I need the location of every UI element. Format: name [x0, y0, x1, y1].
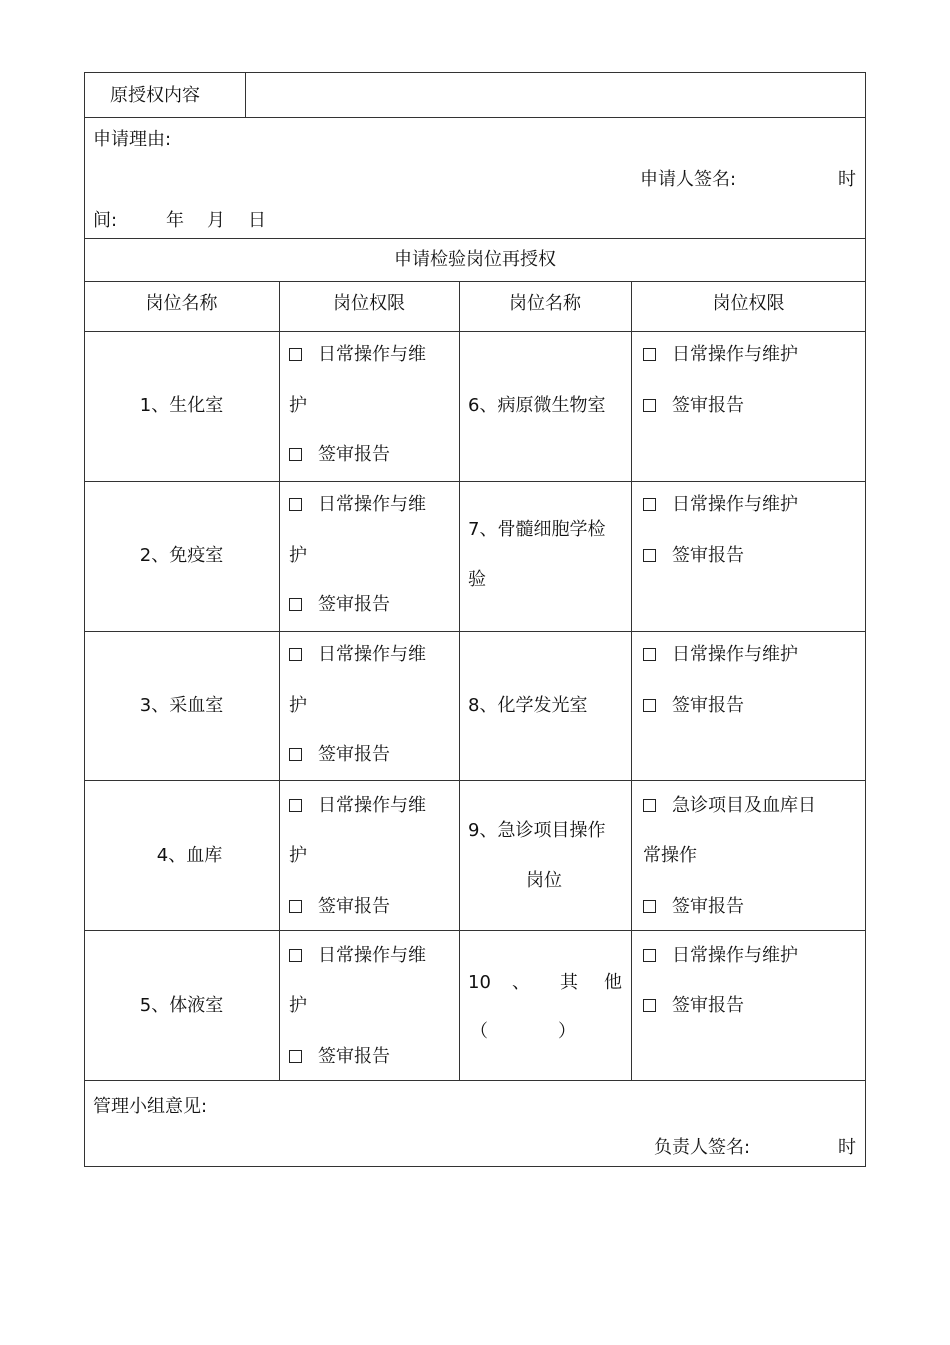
header-post-name: 岗位名称: [509, 293, 581, 314]
checkbox-icon[interactable]: [643, 900, 656, 913]
checkbox-icon[interactable]: [643, 799, 656, 812]
post-name-cont: 岗位: [526, 870, 562, 891]
checkbox-icon[interactable]: [289, 448, 302, 461]
permission-option-cont: 护: [289, 395, 307, 416]
post-name: 3、采血室: [139, 695, 224, 716]
permission-option[interactable]: 日常操作与维护: [643, 945, 798, 967]
permission-option-cont: 护: [289, 695, 307, 716]
checkbox-icon[interactable]: [289, 348, 302, 361]
other-post-bracket-open: （: [470, 1021, 488, 1042]
row-divider: [84, 281, 866, 282]
time-label-part1: 时: [838, 169, 856, 190]
time-label: 时: [838, 1137, 856, 1158]
permission-option[interactable]: 签审报告: [643, 395, 744, 417]
checkbox-icon[interactable]: [289, 748, 302, 761]
checkbox-icon[interactable]: [643, 498, 656, 511]
post-name-part: 、: [512, 972, 530, 993]
checkbox-icon[interactable]: [289, 949, 302, 962]
reason-label: 申请理由:: [93, 129, 172, 150]
col-divider: [631, 281, 632, 1080]
section-title: 申请检验岗位再授权: [394, 249, 556, 270]
checkbox-icon[interactable]: [643, 699, 656, 712]
col-divider: [245, 72, 246, 117]
checkbox-icon[interactable]: [289, 498, 302, 511]
year-label: 年: [166, 210, 184, 231]
checkbox-icon[interactable]: [289, 900, 302, 913]
post-name: 1、生化室: [139, 395, 224, 416]
post-name: 2、免疫室: [139, 545, 224, 566]
permission-option[interactable]: 日常操作与维: [289, 644, 426, 666]
leader-signature-label: 负责人签名:: [654, 1137, 751, 1158]
row-divider: [84, 631, 866, 632]
permission-option[interactable]: 日常操作与维: [289, 344, 426, 366]
post-name: 7、骨髓细胞学检: [468, 519, 606, 540]
post-name-cont: 验: [468, 569, 486, 590]
post-name: 8、化学发光室: [468, 695, 588, 716]
permission-option[interactable]: 急诊项目及血库日: [643, 795, 816, 817]
permission-option[interactable]: 签审报告: [289, 744, 390, 766]
original-authorization-field[interactable]: [247, 74, 863, 116]
header-post-permission: 岗位权限: [333, 293, 405, 314]
permission-option-cont: 护: [289, 545, 307, 566]
permission-option-cont: 常操作: [643, 845, 697, 866]
post-name-part: 其: [560, 972, 578, 993]
col-divider: [279, 281, 280, 1080]
row-divider: [84, 780, 866, 781]
permission-option[interactable]: 签审报告: [289, 594, 390, 616]
permission-option[interactable]: 签审报告: [289, 444, 390, 466]
day-label: 日: [248, 210, 266, 231]
other-post-input[interactable]: [492, 1020, 558, 1044]
permission-option[interactable]: 签审报告: [643, 545, 744, 567]
permission-option[interactable]: 签审报告: [643, 995, 744, 1017]
permission-option[interactable]: 签审报告: [289, 1046, 390, 1068]
checkbox-icon[interactable]: [289, 1050, 302, 1063]
post-name: 6、病原微生物室: [468, 395, 606, 416]
header-post-permission: 岗位权限: [712, 293, 785, 314]
permission-option[interactable]: 日常操作与维护: [643, 344, 798, 366]
permission-option[interactable]: 日常操作与维护: [643, 494, 798, 516]
checkbox-icon[interactable]: [289, 598, 302, 611]
checkbox-icon[interactable]: [289, 799, 302, 812]
header-post-name: 岗位名称: [145, 293, 218, 314]
checkbox-icon[interactable]: [643, 648, 656, 661]
row-divider: [84, 117, 866, 118]
permission-option-cont: 护: [289, 845, 307, 866]
post-name: 9、急诊项目操作: [468, 820, 606, 841]
post-name: 10: [468, 972, 491, 993]
checkbox-icon[interactable]: [643, 348, 656, 361]
permission-option[interactable]: 日常操作与维护: [643, 644, 798, 666]
post-name: 4、血库: [156, 845, 223, 866]
row-divider: [84, 238, 866, 239]
management-opinion-label: 管理小组意见:: [93, 1096, 208, 1117]
row-divider: [84, 930, 866, 931]
post-name: 5、体液室: [139, 995, 224, 1016]
other-post-bracket-close: ）: [558, 1021, 576, 1042]
row-divider: [84, 481, 866, 482]
col-divider: [459, 281, 460, 1080]
permission-option-cont: 护: [289, 995, 307, 1016]
permission-option[interactable]: 日常操作与维: [289, 945, 426, 967]
month-label: 月: [207, 210, 225, 231]
time-label-part2: 间:: [93, 210, 118, 231]
row-divider: [84, 1080, 866, 1081]
permission-option[interactable]: 日常操作与维: [289, 795, 426, 817]
original-authorization-label: 原授权内容: [110, 85, 200, 106]
checkbox-icon[interactable]: [289, 648, 302, 661]
checkbox-icon[interactable]: [643, 399, 656, 412]
applicant-signature-label: 申请人签名:: [640, 169, 737, 190]
permission-option[interactable]: 签审报告: [289, 896, 390, 918]
permission-option[interactable]: 签审报告: [643, 695, 744, 717]
checkbox-icon[interactable]: [643, 999, 656, 1012]
checkbox-icon[interactable]: [643, 949, 656, 962]
post-name-part: 他: [604, 972, 622, 993]
checkbox-icon[interactable]: [643, 549, 656, 562]
permission-option[interactable]: 签审报告: [643, 896, 744, 918]
row-divider: [84, 331, 866, 332]
permission-option[interactable]: 日常操作与维: [289, 494, 426, 516]
